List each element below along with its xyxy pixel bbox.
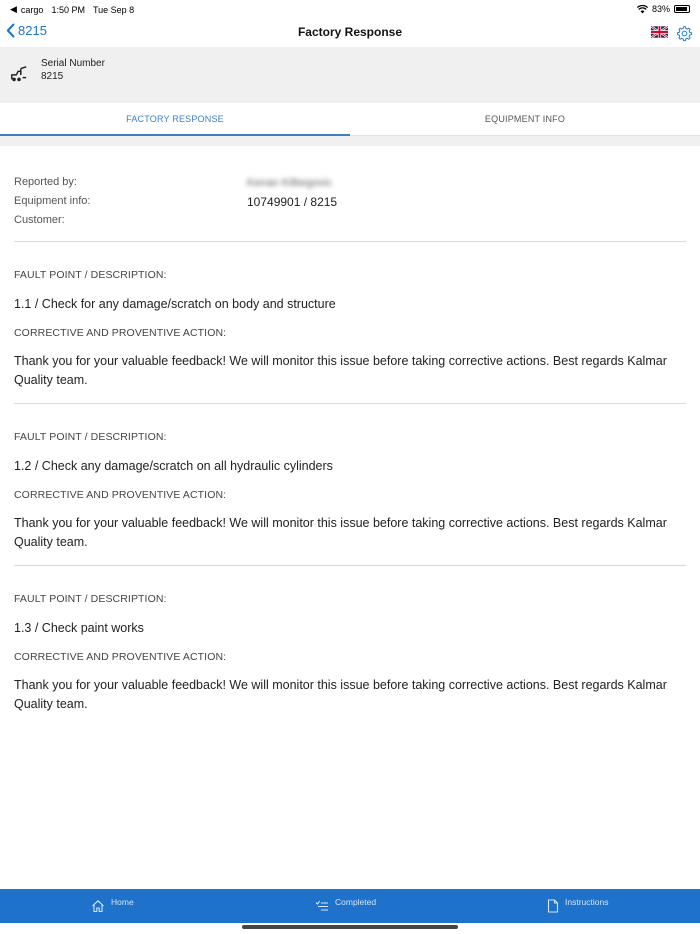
action-heading: CORRECTIVE AND PROVENTIVE ACTION: [14,651,227,663]
tab-separator [0,136,700,146]
uk-flag-icon[interactable] [651,26,668,38]
bottom-tab-completed[interactable] [315,889,376,923]
action-text: Thank you for your valuable feedback! We will monitor this issue before taking corrective actions. Best regards Kalmar Quality team. [14,678,667,711]
forklift-icon [10,65,28,83]
fault-description: 1.2 / Check any damage/scratch on all hydraulic cylinders [14,459,333,473]
action-heading: CORRECTIVE AND PROVENTIVE ACTION: [14,489,227,501]
fault-heading: FAULT POINT / DESCRIPTION: [14,269,167,281]
home-icon [91,899,105,913]
action-text: Thank you for your valuable feedback! We will monitor this issue before taking corrective actions. Best regards Kalmar Quality team. [14,354,667,387]
fault-description: 1.1 / Check for any damage/scratch on body and structure [14,297,336,311]
status-carrier: cargo [20,4,44,15]
action-heading: CORRECTIVE AND PROVENTIVE ACTION: [14,327,227,339]
home-indicator[interactable] [242,925,458,929]
bottom-tab-bar [0,889,700,923]
divider [14,565,686,566]
page-title: Factory Response [297,25,403,39]
serial-number-value: 8215 [41,71,64,82]
tab-equipment-info[interactable]: EQUIPMENT INFO [484,114,566,124]
status-date: Tue Sep 8 [92,4,135,15]
equipment-info-value: 10749901 / 8215 [247,195,338,209]
divider [14,241,686,242]
wifi-icon [637,5,648,14]
divider [14,403,686,404]
navigation-bar [0,18,700,46]
serial-header [0,47,700,103]
bottom-tab-completed-label: Completed [335,897,377,907]
equipment-info-label: Equipment info: [14,195,91,207]
tab-bar [0,103,700,136]
battery-percent: 83% [651,4,670,14]
status-right [637,4,690,14]
status-left [10,4,134,15]
fault-heading: FAULT POINT / DESCRIPTION: [14,431,167,443]
tab-factory-response[interactable]: FACTORY RESPONSE [126,114,224,124]
back-to-app-icon[interactable]: ◀ [10,4,17,14]
serial-number-label: Serial Number [41,58,105,69]
customer-label: Customer: [14,214,65,226]
battery-icon [674,5,690,13]
bottom-tab-instructions-label: Instructions [565,897,609,907]
fault-heading: FAULT POINT / DESCRIPTION: [14,593,167,605]
reported-by-label: Reported by: [14,176,77,188]
reported-by-value: Kenan Kilbegovic [247,177,333,189]
gear-icon[interactable] [676,25,693,42]
status-time: 1:50 PM [51,4,85,15]
bottom-tab-home[interactable] [91,889,134,923]
back-button-label: 8215 [18,23,47,38]
checklist-icon [315,899,329,913]
document-icon [547,899,559,913]
action-text: Thank you for your valuable feedback! We will monitor this issue before taking corrective actions. Best regards Kalmar Quality team. [14,516,667,549]
status-bar [0,0,700,18]
bottom-tab-home-label: Home [111,897,134,907]
bottom-tab-instructions[interactable] [547,889,608,923]
fault-description: 1.3 / Check paint works [14,621,144,635]
